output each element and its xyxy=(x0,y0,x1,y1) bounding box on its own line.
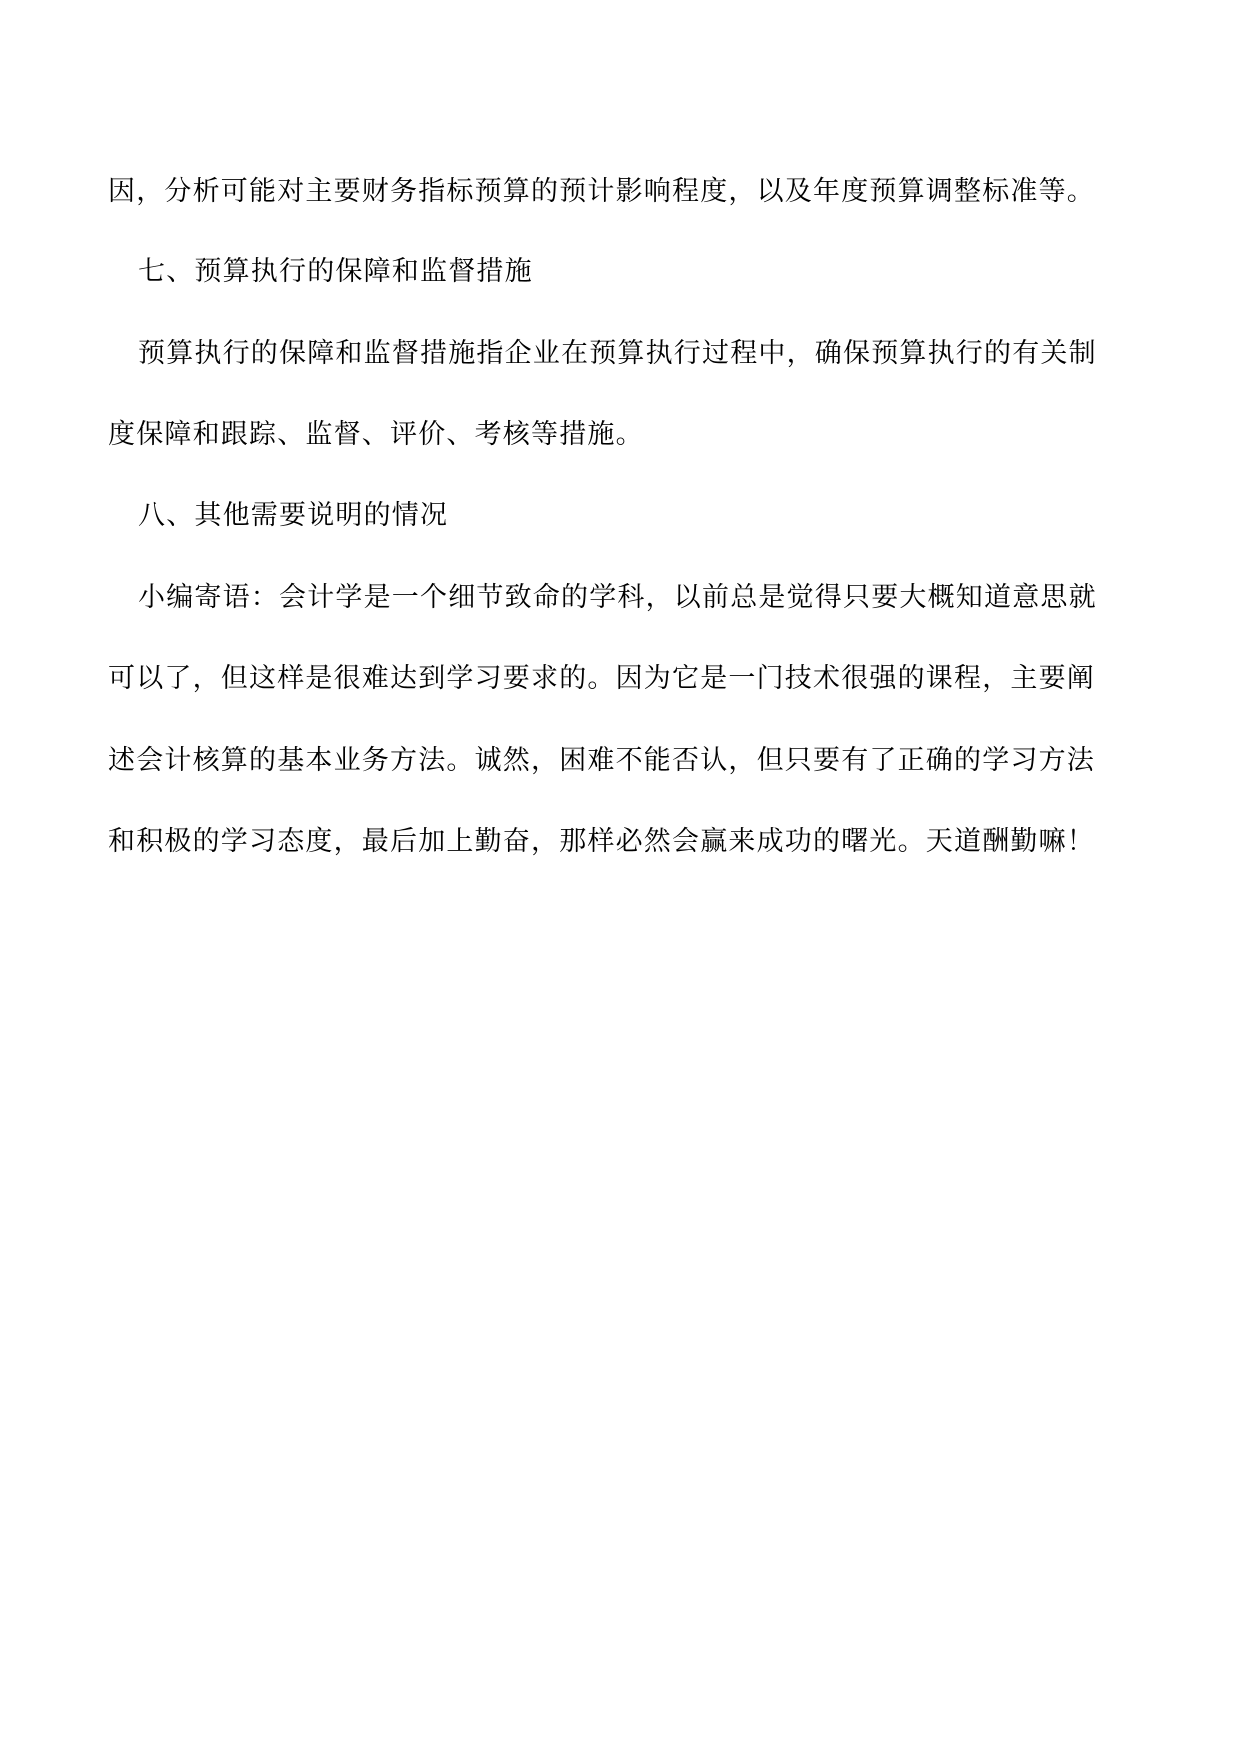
paragraph-line: 述会计核算的基本业务方法。诚然，困难不能否认，但只要有了正确的学习方法 xyxy=(108,745,1095,776)
paragraph-line: 因，分析可能对主要财务指标预算的预计影响程度，以及年度预算调整标准等。 xyxy=(108,176,1095,207)
paragraph-line: 和积极的学习态度，最后加上勤奋，那样必然会赢来成功的曙光。天道酬勤嘛！ xyxy=(108,826,1095,857)
section-heading: 八、其他需要说明的情况 xyxy=(138,500,449,531)
paragraph-line: 度保障和跟踪、监督、评价、考核等措施。 xyxy=(108,419,644,450)
paragraph-line: 可以了，但这样是很难达到学习要求的。因为它是一门技术很强的课程，主要阐 xyxy=(108,663,1095,694)
paragraph-line: 小编寄语：会计学是一个细节致命的学科，以前总是觉得只要大概知道意思就 xyxy=(138,582,1097,613)
section-heading: 七、预算执行的保障和监督措施 xyxy=(138,256,533,287)
paragraph-line: 预算执行的保障和监督措施指企业在预算执行过程中，确保预算执行的有关制 xyxy=(138,338,1097,369)
